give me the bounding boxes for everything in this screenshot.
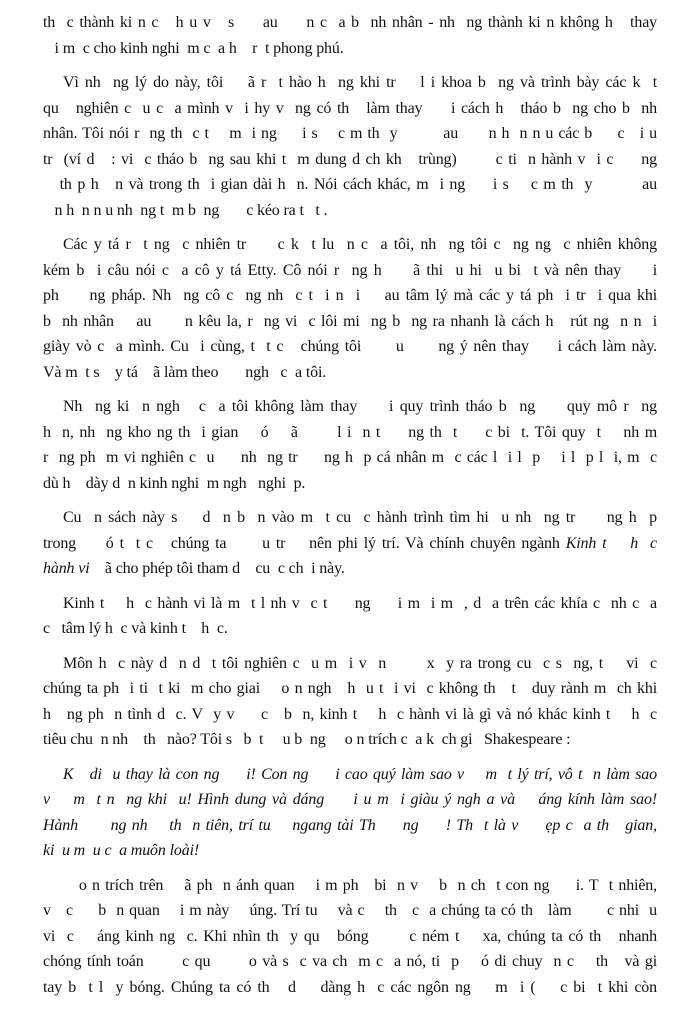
text-line: tr (ví d : vi c tháo b ng sau khi t m dung d ch kh trùng) c ti n hành v i c ng bbox=[43, 150, 657, 168]
text-line: th p h n và trong th i gian dài h n. Nói cách khác, m i ng i s c m th y au bbox=[43, 176, 657, 193]
italic-term: hành vi bbox=[43, 560, 90, 577]
text-line: r ng ph m vi nghiên c u nh ng tr ng h p cá nhân m c các l i l p i l p l i, m c bbox=[43, 449, 657, 466]
text-line: Cu n sách này s d n b n vào m t cu c hành trình tìm hi u nh ng tr ng h p bbox=[63, 509, 657, 526]
text-line bbox=[43, 531, 657, 557]
text-line: Các y tá r t ng c nhiên tr c k t lu n c a tôi, nh ng tôi c ng ng c nhiên không bbox=[63, 236, 657, 253]
paragraph-4 bbox=[43, 394, 657, 496]
paragraph-5 bbox=[43, 505, 657, 582]
text-line: th c thành ki n c h u v s au n c a b nh nhân - nh ng thành ki n không h thay bbox=[43, 14, 657, 31]
text-line: K di u thay là con ng i! Con ng i cao quý làm sao v m t lý trí, vô t n làm sao bbox=[63, 765, 657, 783]
text-line: h n, nh ng kho ng th i gian ó ã l i n t ng th t c bi t. Tôi quy t nh m bbox=[43, 423, 657, 441]
shakespeare-quote bbox=[43, 762, 657, 864]
text-line: h ng ph n tình d c. V y v c b n, kinh t h c hành vi là gì và nó khác kinh t h c bbox=[43, 705, 657, 723]
text-line: ph ng pháp. Nh ng cô c ng nh c t i n i au tâm lý mà các y tá ph i tr i qua khi bbox=[43, 287, 657, 304]
text-line: Và m t s y tá ã làm theo ngh c a tôi. bbox=[43, 363, 327, 381]
paragraph-9 bbox=[43, 873, 657, 1001]
text-line: dù h dày d n kinh nghi m ngh nghi p. bbox=[43, 474, 306, 492]
paragraph-2 bbox=[43, 70, 657, 223]
text-line: Kinh t h c hành vi là m t l nh v c t ng i m i m , d a trên các khía c nh c a bbox=[63, 594, 657, 612]
text-line: c tâm lý h c và kinh t h c. bbox=[43, 620, 228, 637]
text-line: Môn h c này d n d t tôi nghiên c u m i v n x y ra trong cu c s ng, t vi c bbox=[63, 654, 657, 672]
text-line: Vì nh ng lý do này, tôi ã r t hào h ng khi tr l i khoa b ng và trình bày các k t bbox=[63, 74, 657, 91]
paragraph-1 bbox=[43, 10, 657, 61]
text-line: b nh nhân au n kêu la, r ng vi c lôi mi ng b ng ra nhanh là cách h rút ng n n i bbox=[43, 312, 657, 330]
paragraph-7 bbox=[43, 651, 657, 753]
text-line: tiêu chu n nh th nào? Tôi s b t u b ng o n trích c a k ch gi Shakespeare : bbox=[43, 731, 571, 748]
text-line: v m t n ng khi u! Hình dung và dáng i u m i giàu ý ngh a và áng kính làm sao! bbox=[43, 791, 657, 808]
text-line: vi c áng kinh ng c. Khi nhìn th y qu bóng c ném t xa, chúng ta có th nhanh bbox=[43, 927, 657, 945]
text-line: giày vò c a mình. Cu i cùng, t t c chúng tôi u ng ý nên thay i cách làm này. bbox=[43, 338, 657, 355]
text-line: kém b i câu nói c a cô y tá Etty. Cô nói r ng h ã thi u hi u bi t và nên thay i bbox=[43, 261, 657, 279]
paragraph-3 bbox=[43, 232, 657, 385]
text-line: o n trích trên ã ph n ánh quan i m ph bi n v b n ch t con ng i. T t nhiên, bbox=[63, 876, 657, 894]
text-line: Nh ng ki n ngh c a tôi không làm thay i quy trình tháo b ng quy mô r ng bbox=[63, 398, 657, 415]
text-line: tay b t l y bóng. Chúng ta có th d dàng h c các ngôn ng m i ( c bi t khi còn bbox=[43, 978, 657, 996]
text-line bbox=[43, 556, 657, 582]
text-segment: ã cho phép tôi tham d cu c ch i này. bbox=[89, 560, 345, 577]
text-line: n h n n u nh ng t m b ng c kéo ra t t . bbox=[43, 201, 328, 219]
text-line: v c b n quan i m này úng. Trí tu và c th c a chúng ta có th làm c nhi u bbox=[43, 902, 657, 919]
text-segment: trong ó t t c chúng ta u tr nên phi lý trí. Và chính chuyên ngành bbox=[43, 534, 566, 552]
document-page bbox=[43, 10, 657, 1009]
text-line: chóng tính toán c qu o và s c va ch m c a nó, ti p ó di chuy n c th và gi bbox=[43, 953, 657, 970]
text-line: nhân. Tôi nói r ng th c t m i ng i s c m th y au n h n n u các b c i u bbox=[43, 125, 657, 142]
text-line: Hành ng nh th n tiên, trí tu ngang tài Th ng ! Th t là v ẹp c a th gian, bbox=[43, 816, 657, 834]
text-line: qu nghiên c u c a mình v i hy v ng có th làm thay i cách h tháo b ng cho b nh bbox=[43, 99, 657, 117]
text-line: i m c cho kinh nghi m c a h r t phong phú. bbox=[43, 39, 344, 57]
italic-term: Kinh t h c bbox=[565, 534, 657, 552]
text-line: chúng ta ph i ti t ki m cho giai o n ngh h u t i vi c không th t duy rành m ch khi bbox=[43, 680, 657, 697]
text-line: ki u m u c a muôn loài! bbox=[43, 842, 200, 859]
paragraph-6 bbox=[43, 591, 657, 642]
